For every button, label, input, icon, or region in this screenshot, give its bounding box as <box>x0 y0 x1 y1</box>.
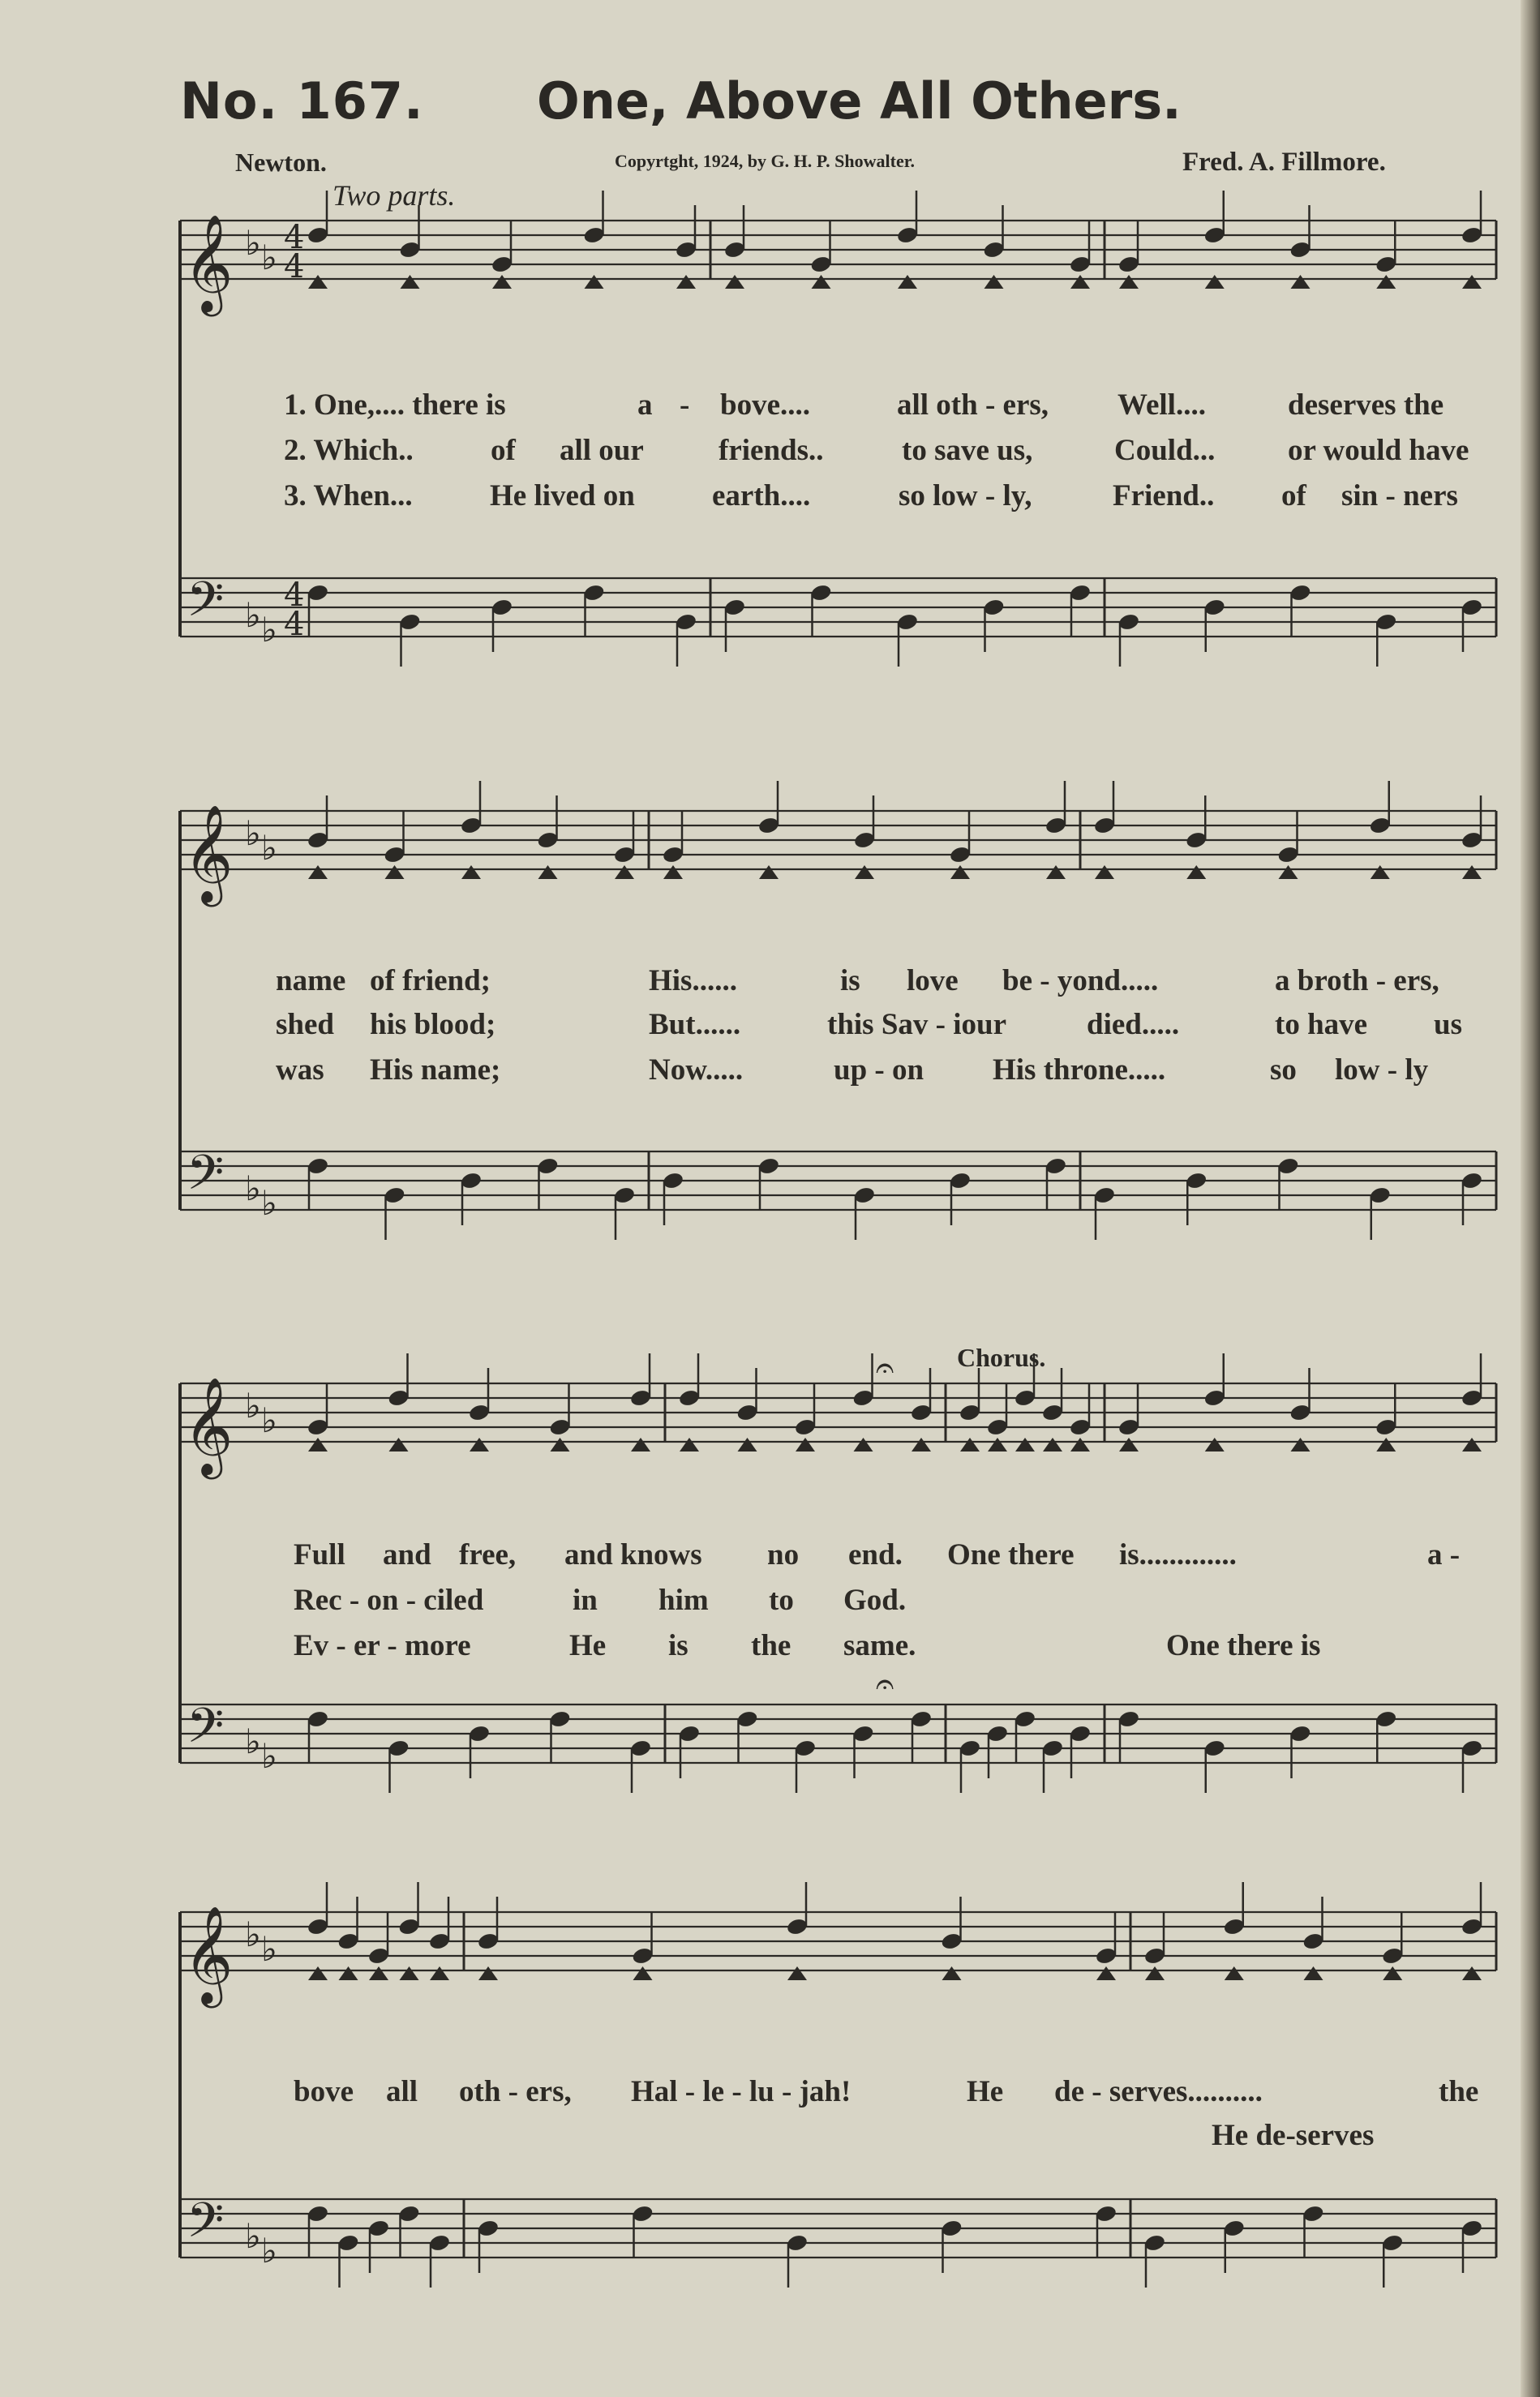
tempo-marking: Two parts. <box>332 179 456 212</box>
shape-note <box>942 1966 962 1980</box>
lyric-s2-v3-1: was <box>276 1053 324 1087</box>
lyric-s1-v1-7: deserves the <box>1288 388 1444 422</box>
lyric-s4-1: bove <box>294 2075 354 2108</box>
shape-note <box>1186 865 1206 879</box>
lyric-s4-6: de - serves.......... <box>1054 2075 1263 2108</box>
flat-icon: ♭ <box>261 1183 277 1223</box>
flat-icon: ♭ <box>261 610 277 650</box>
lyric-s3-v2-4: to <box>769 1584 794 1617</box>
lyric-s2-v2-2: his blood; <box>370 1008 496 1041</box>
treble-clef-icon: 𝄞 <box>183 1376 234 1475</box>
flat-icon: ♭ <box>245 1386 261 1426</box>
lyric-s4-bass-1: He de-serves <box>1212 2119 1375 2152</box>
lyric-s3-v3-5: same. <box>843 1629 916 1662</box>
shape-note <box>339 1966 358 1980</box>
time-signature: 4 <box>284 577 305 614</box>
lyric-s1-v3-4: so low - ly, <box>899 479 1032 512</box>
shape-note <box>984 275 1004 289</box>
shape-note <box>461 865 481 879</box>
flat-icon: ♭ <box>245 1915 261 1954</box>
lyric-s2-v2-3: But...... <box>649 1008 741 1041</box>
treble-clef-icon: 𝄞 <box>183 213 234 312</box>
lyric-s3-v1-3: free, <box>459 1538 517 1572</box>
flat-icon: ♭ <box>245 223 261 263</box>
lyric-s1-v1-1: 1. One,.... there is <box>284 388 506 422</box>
flat-icon: ♭ <box>245 813 261 853</box>
lyric-s2-v2-7: us <box>1434 1008 1462 1041</box>
lyric-s1-v3-1: 3. When... <box>284 479 413 512</box>
shape-note <box>1462 1966 1482 1980</box>
shape-note <box>1145 1966 1165 1980</box>
lyric-s1-v2-1: 2. Which.. <box>284 434 414 467</box>
lyric-s2-v1-2: of friend; <box>370 964 491 997</box>
shape-note <box>585 275 604 289</box>
lyric-s2-v1-5: love <box>907 964 959 997</box>
shape-note <box>1205 275 1225 289</box>
shape-note <box>1119 275 1139 289</box>
shape-note <box>1462 1438 1482 1451</box>
shape-note <box>988 1438 1007 1451</box>
lyric-s4-7: the <box>1439 2075 1479 2108</box>
shape-note <box>631 1438 650 1451</box>
shape-note <box>676 275 696 289</box>
shape-note <box>1096 1966 1116 1980</box>
shape-note <box>1070 1438 1090 1451</box>
lyric-s3-v3-1: Ev - er - more <box>294 1629 471 1662</box>
bass-clef-icon: 𝄢 <box>187 1697 225 1765</box>
shape-note <box>1291 1438 1311 1451</box>
shape-note <box>385 865 405 879</box>
fermata-icon: 𝄐 <box>876 1349 894 1387</box>
flat-icon: ♭ <box>245 2216 261 2256</box>
lyric-s3-v2-3: him <box>658 1584 709 1617</box>
shape-note <box>478 1966 498 1980</box>
lyric-s1-v1-6: Well.... <box>1117 388 1206 422</box>
lyric-s1-v2-4: friends.. <box>719 434 824 467</box>
lyric-s1-v3-7: sin - ners <box>1341 479 1458 512</box>
shape-note <box>796 1438 815 1451</box>
flat-icon: ♭ <box>261 2231 277 2271</box>
shape-note <box>308 1438 328 1451</box>
shape-note <box>1015 1438 1035 1451</box>
bass-clef-icon: 𝄢 <box>187 1144 225 1212</box>
lyric-s3-v3-4: the <box>751 1629 791 1662</box>
lyric-s2-v2-1: shed <box>276 1008 334 1041</box>
shape-note <box>812 275 831 289</box>
shape-note <box>960 1438 980 1451</box>
flat-icon: ♭ <box>261 1929 277 1969</box>
lyric-s3-v3-2: He <box>569 1629 607 1662</box>
lyric-s2-v3-5: His throne..... <box>993 1053 1166 1087</box>
lyric-s1-v3-2: He lived on <box>490 479 635 512</box>
shape-note <box>759 865 779 879</box>
shape-note <box>1225 1966 1244 1980</box>
shape-note <box>1279 865 1298 879</box>
hymn-number: No. 167. <box>180 71 424 131</box>
shape-note <box>725 275 744 289</box>
shape-note <box>1043 1438 1062 1451</box>
lyric-s3-v1-2: and <box>383 1538 431 1572</box>
shape-note <box>430 1966 449 1980</box>
flat-icon: ♭ <box>261 1400 277 1440</box>
flat-icon: ♭ <box>245 1722 261 1761</box>
shape-note <box>400 1966 419 1980</box>
lyric-s4-3: oth - ers, <box>459 2075 572 2108</box>
shape-note <box>1119 1438 1139 1451</box>
shape-note <box>633 1966 653 1980</box>
lyric-s2-v1-3: His...... <box>649 964 737 997</box>
lyric-s1-v1-3: - <box>680 388 690 422</box>
shape-note <box>855 865 874 879</box>
lyric-s3-v2-5: God. <box>843 1584 907 1617</box>
lyric-s1-v2-6: Could... <box>1114 434 1216 467</box>
shape-note <box>1046 865 1066 879</box>
shape-note <box>1376 1438 1396 1451</box>
flat-icon: ♭ <box>261 238 277 277</box>
chorus-label: Chorus. <box>957 1343 1046 1372</box>
shape-note <box>1095 865 1114 879</box>
shape-note <box>1304 1966 1323 1980</box>
tune-name: Newton. <box>235 148 327 177</box>
lyric-s1-v2-7: or would have <box>1288 434 1469 467</box>
shape-note <box>1376 275 1396 289</box>
shape-note <box>738 1438 757 1451</box>
lyric-s3-v3-3: is <box>668 1629 688 1662</box>
shape-note <box>401 275 420 289</box>
flat-icon: ♭ <box>245 595 261 635</box>
composer-credit: Fred. A. Fillmore. <box>1182 148 1386 177</box>
fermata-icon: 𝄐 <box>876 1666 894 1703</box>
shape-note <box>787 1966 807 1980</box>
treble-clef-icon: 𝄞 <box>183 1905 234 2004</box>
lyric-s2-v2-4: this Sav - iour <box>827 1008 1007 1041</box>
lyric-s1-v3-6: of <box>1281 479 1306 512</box>
hymn-title: One, Above All Others. <box>537 71 1182 131</box>
lyric-s4-4: Hal - le - lu - jah! <box>631 2075 852 2108</box>
lyric-s2-v3-7: low - ly <box>1335 1053 1429 1087</box>
lyric-s1-v2-2: of <box>491 434 516 467</box>
shape-note <box>898 275 917 289</box>
lyric-s2-v3-3: Now..... <box>649 1053 744 1087</box>
lyric-s3-v2-1: Rec - on - ciled <box>294 1584 484 1617</box>
lyric-s2-v1-4: is <box>840 964 860 997</box>
lyric-s2-v3-4: up - on <box>834 1053 924 1087</box>
lyric-s3-v3-6: One there is <box>1166 1629 1321 1662</box>
shape-note <box>369 1966 388 1980</box>
shape-note <box>854 1438 873 1451</box>
shape-note <box>1462 865 1482 879</box>
lyric-s1-v2-3: all our <box>560 434 644 467</box>
flat-icon: ♭ <box>261 828 277 868</box>
flat-icon: ♭ <box>245 1168 261 1208</box>
flat-icon: ♭ <box>261 1736 277 1776</box>
lyric-s3-v1-5: no <box>767 1538 800 1572</box>
lyric-s1-v1-2: a <box>637 388 653 422</box>
lyric-s2-v1-1: name <box>276 964 346 997</box>
lyric-s2-v1-7: a broth - ers, <box>1275 964 1439 997</box>
lyric-s1-v3-5: Friend.. <box>1113 479 1215 512</box>
shape-note <box>1462 275 1482 289</box>
lyric-s2-v1-6: be - yond..... <box>1002 964 1159 997</box>
lyric-s4-2: all <box>386 2075 418 2108</box>
lyric-s1-v2-5: to save us, <box>902 434 1033 467</box>
bass-clef-icon: 𝄢 <box>187 571 225 639</box>
shape-note <box>1070 275 1090 289</box>
shape-note <box>308 1966 328 1980</box>
treble-clef-icon: 𝄞 <box>183 804 234 903</box>
lyric-s3-v1-9: a - <box>1427 1538 1461 1572</box>
lyric-s3-v2-2: in <box>573 1584 598 1617</box>
shape-note <box>389 1438 409 1451</box>
shape-note <box>538 865 558 879</box>
shape-note <box>492 275 512 289</box>
lyric-s2-v3-6: so <box>1270 1053 1297 1087</box>
time-signature: 4 <box>284 219 305 256</box>
shape-note <box>950 865 970 879</box>
shape-note <box>1383 1966 1402 1980</box>
shape-note <box>663 865 683 879</box>
shape-note <box>308 865 328 879</box>
lyric-s3-v1-1: Full <box>294 1538 345 1572</box>
shape-note <box>551 1438 570 1451</box>
copyright-notice: Copyrtght, 1924, by G. H. P. Showalter. <box>615 151 915 171</box>
time-signature: 4 <box>284 248 305 285</box>
time-signature: 4 <box>284 606 305 643</box>
shape-note <box>1205 1438 1225 1451</box>
bass-clef-icon: 𝄢 <box>187 2192 225 2260</box>
shape-note <box>1371 865 1390 879</box>
shape-note <box>470 1438 489 1451</box>
lyric-s3-v1-7: One there <box>947 1538 1075 1572</box>
lyric-s1-v1-4: bove.... <box>720 388 810 422</box>
lyric-s3-v1-8: is............. <box>1119 1538 1237 1572</box>
shape-note <box>912 1438 931 1451</box>
lyric-s2-v2-5: died..... <box>1087 1008 1180 1041</box>
lyric-s3-v1-4: and knows <box>564 1538 702 1572</box>
shape-note <box>615 865 634 879</box>
lyric-s1-v1-5: all oth - ers, <box>897 388 1049 422</box>
lyric-s2-v2-6: to have <box>1275 1008 1368 1041</box>
lyric-s4-5: He <box>967 2075 1004 2108</box>
shape-note <box>680 1438 699 1451</box>
lyric-s2-v3-2: His name; <box>370 1053 501 1087</box>
shape-note <box>308 275 328 289</box>
lyric-s1-v3-3: earth.... <box>712 479 811 512</box>
shape-note <box>1291 275 1311 289</box>
lyric-s3-v1-6: end. <box>848 1538 903 1572</box>
